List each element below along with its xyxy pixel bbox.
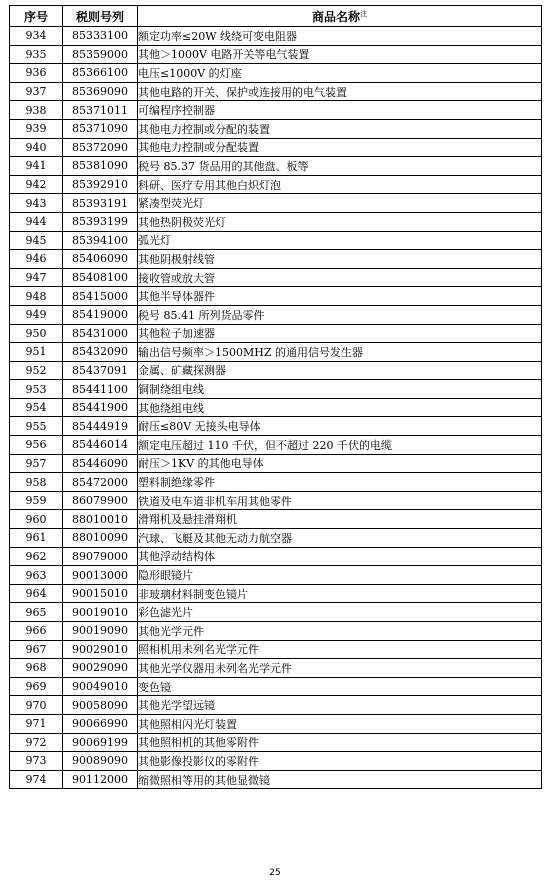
cell-name: 其他光学望远镜: [138, 696, 542, 715]
table-row: [10, 696, 542, 715]
cell-code: 85441900: [63, 398, 138, 417]
cell-code: 85393191: [63, 194, 138, 213]
page-number: 25: [269, 868, 281, 878]
cell-name: 变色镜: [138, 677, 542, 696]
table-header-row: [10, 6, 542, 27]
cell-seq: 937: [10, 82, 63, 101]
cell-seq: 973: [10, 752, 63, 771]
cell-name: 其他电力控制或分配的装置: [138, 119, 542, 138]
cell-name: 科研、医疗专用其他白炽灯泡: [138, 175, 542, 194]
table-row: [10, 714, 542, 733]
table-row: [10, 398, 542, 417]
cell-seq: 943: [10, 194, 63, 213]
cell-code: 90066990: [63, 714, 138, 733]
cell-name: 其他照相机的其他零附件: [138, 733, 542, 752]
column-header-seq: 序号: [10, 6, 63, 27]
table-row: [10, 324, 542, 343]
cell-seq: 950: [10, 324, 63, 343]
cell-seq: 939: [10, 119, 63, 138]
cell-seq: 966: [10, 622, 63, 641]
cell-name: 照相机用未列名光学元件: [138, 640, 542, 659]
cell-name: 输出信号频率＞1500MHZ 的通用信号发生器: [138, 343, 542, 362]
cell-seq: 948: [10, 287, 63, 306]
column-header-code: 税则号列: [63, 6, 138, 27]
table-row: [10, 770, 542, 789]
table-row: [10, 603, 542, 622]
column-header-name: [138, 6, 542, 27]
cell-code: 85446090: [63, 454, 138, 473]
cell-name: 接收管或放大管: [138, 268, 542, 287]
cell-name: 其他粒子加速器: [138, 324, 542, 343]
cell-name: 缩微照相等用的其他显微镜: [138, 770, 542, 789]
cell-code: 90013000: [63, 566, 138, 585]
cell-code: 85333100: [63, 27, 138, 46]
cell-code: 85369090: [63, 82, 138, 101]
cell-name: 铁道及电车道非机车用其他零件: [138, 491, 542, 510]
table-row: [10, 640, 542, 659]
cell-name: 其他热阴极荧光灯: [138, 212, 542, 231]
table-row: [10, 82, 542, 101]
cell-code: 85406090: [63, 250, 138, 269]
table-row: [10, 473, 542, 492]
table-row: [10, 584, 542, 603]
cell-name: 其他影像投影仪的零附件: [138, 752, 542, 771]
table-row: [10, 752, 542, 771]
cell-seq: 970: [10, 696, 63, 715]
table-row: [10, 212, 542, 231]
cell-code: 85446014: [63, 436, 138, 455]
cell-seq: 967: [10, 640, 63, 659]
table-row: [10, 231, 542, 250]
cell-name: 税号 85.37 货品用的其他盘、板等: [138, 157, 542, 176]
cell-seq: 944: [10, 212, 63, 231]
table-row: [10, 566, 542, 585]
cell-seq: 941: [10, 157, 63, 176]
cell-seq: 963: [10, 566, 63, 585]
cell-name: 汽球、飞艇及其他无动力航空器: [138, 529, 542, 548]
cell-code: 85359000: [63, 45, 138, 64]
cell-seq: 960: [10, 510, 63, 529]
table-row: [10, 343, 542, 362]
cell-code: 85366100: [63, 64, 138, 83]
footnote-marker: 注: [360, 9, 367, 18]
cell-seq: 956: [10, 436, 63, 455]
table-row: [10, 27, 542, 46]
cell-code: 85431000: [63, 324, 138, 343]
table-row: [10, 157, 542, 176]
cell-name: 铜制绕组电线: [138, 380, 542, 399]
cell-name: 塑料制绝缘零件: [138, 473, 542, 492]
table-row: [10, 491, 542, 510]
cell-name: 金属、矿藏探测器: [138, 361, 542, 380]
cell-code: 85472000: [63, 473, 138, 492]
table-row: [10, 101, 542, 120]
cell-code: 85437091: [63, 361, 138, 380]
cell-seq: 951: [10, 343, 63, 362]
cell-name: 额定电压超过 110 千伏，但不超过 220 千伏的电缆: [138, 436, 542, 455]
cell-code: 85392910: [63, 175, 138, 194]
cell-seq: 964: [10, 584, 63, 603]
table-row: [10, 119, 542, 138]
table-row: [10, 547, 542, 566]
cell-code: 90089090: [63, 752, 138, 771]
cell-code: 85393199: [63, 212, 138, 231]
table-row: [10, 361, 542, 380]
cell-seq: 958: [10, 473, 63, 492]
cell-name: 非玻璃材料制变色镜片: [138, 584, 542, 603]
table-row: [10, 268, 542, 287]
table-row: [10, 45, 542, 64]
cell-name: 耐压＞1KV 的其他电导体: [138, 454, 542, 473]
cell-code: 90112000: [63, 770, 138, 789]
cell-name: 税号 85.41 所列货品零件: [138, 305, 542, 324]
cell-seq: 947: [10, 268, 63, 287]
table-row: [10, 417, 542, 436]
column-header-name-label: 商品名称: [311, 9, 360, 24]
cell-seq: 952: [10, 361, 63, 380]
cell-code: 85444919: [63, 417, 138, 436]
table-row: [10, 287, 542, 306]
cell-code: 85371011: [63, 101, 138, 120]
table-row: [10, 64, 542, 83]
cell-name: 耐压≤80V 无接头电导体: [138, 417, 542, 436]
cell-code: 90019010: [63, 603, 138, 622]
table-row: [10, 659, 542, 678]
table-row: [10, 138, 542, 157]
table-row: [10, 733, 542, 752]
cell-seq: 942: [10, 175, 63, 194]
table-row: [10, 194, 542, 213]
cell-code: 85372090: [63, 138, 138, 157]
cell-code: 85408100: [63, 268, 138, 287]
cell-seq: 953: [10, 380, 63, 399]
cell-seq: 962: [10, 547, 63, 566]
cell-code: 90029010: [63, 640, 138, 659]
cell-name: 其他浮动结构体: [138, 547, 542, 566]
cell-name: 电压≤1000V 的灯座: [138, 64, 542, 83]
cell-name: 额定功率≤20W 线绕可变电阻器: [138, 27, 542, 46]
table-row: [10, 529, 542, 548]
cell-seq: 972: [10, 733, 63, 752]
cell-seq: 965: [10, 603, 63, 622]
cell-code: 85415000: [63, 287, 138, 306]
cell-name: 可编程序控制器: [138, 101, 542, 120]
cell-name: 彩色滤光片: [138, 603, 542, 622]
cell-seq: 945: [10, 231, 63, 250]
table-row: [10, 380, 542, 399]
cell-seq: 949: [10, 305, 63, 324]
cell-code: 86079900: [63, 491, 138, 510]
cell-name: 其他＞1000V 电路开关等电气装置: [138, 45, 542, 64]
cell-seq: 936: [10, 64, 63, 83]
table-row: [10, 305, 542, 324]
cell-name: 紧凑型荧光灯: [138, 194, 542, 213]
cell-seq: 969: [10, 677, 63, 696]
cell-seq: 971: [10, 714, 63, 733]
table-row: [10, 436, 542, 455]
cell-name: 弧光灯: [138, 231, 542, 250]
cell-code: 90058090: [63, 696, 138, 715]
cell-seq: 955: [10, 417, 63, 436]
cell-code: 85441100: [63, 380, 138, 399]
cell-code: 88010090: [63, 529, 138, 548]
cell-seq: 938: [10, 101, 63, 120]
cell-seq: 934: [10, 27, 63, 46]
table-row: [10, 622, 542, 641]
cell-name: 其他光学元件: [138, 622, 542, 641]
cell-code: 88010010: [63, 510, 138, 529]
cell-seq: 954: [10, 398, 63, 417]
cell-name: 其他半导体器件: [138, 287, 542, 306]
cell-seq: 968: [10, 659, 63, 678]
cell-seq: 957: [10, 454, 63, 473]
cell-seq: 974: [10, 770, 63, 789]
cell-code: 85381090: [63, 157, 138, 176]
cell-code: 85432090: [63, 343, 138, 362]
cell-seq: 946: [10, 250, 63, 269]
cell-name: 其他阴极射线管: [138, 250, 542, 269]
cell-name: 其他光学仪器用未列名光学元件: [138, 659, 542, 678]
cell-code: 89079000: [63, 547, 138, 566]
table-row: [10, 510, 542, 529]
cell-name: 滑翔机及悬挂滑翔机: [138, 510, 542, 529]
cell-code: 90049010: [63, 677, 138, 696]
cell-code: 85371090: [63, 119, 138, 138]
cell-name: 隐形眼镜片: [138, 566, 542, 585]
cell-name: 其他照相闪光灯装置: [138, 714, 542, 733]
tariff-table: [9, 5, 542, 789]
cell-name: 其他绕组电线: [138, 398, 542, 417]
cell-seq: 959: [10, 491, 63, 510]
table-row: [10, 175, 542, 194]
cell-code: 90019090: [63, 622, 138, 641]
table-row: [10, 454, 542, 473]
cell-seq: 940: [10, 138, 63, 157]
table-row: [10, 677, 542, 696]
cell-name: 其他电力控制或分配装置: [138, 138, 542, 157]
cell-code: 90015010: [63, 584, 138, 603]
cell-seq: 961: [10, 529, 63, 548]
cell-seq: 935: [10, 45, 63, 64]
cell-code: 85419000: [63, 305, 138, 324]
cell-code: 85394100: [63, 231, 138, 250]
cell-name: 其他电路的开关、保护或连接用的电气装置: [138, 82, 542, 101]
cell-code: 90069199: [63, 733, 138, 752]
cell-code: 90029090: [63, 659, 138, 678]
table-row: [10, 250, 542, 269]
